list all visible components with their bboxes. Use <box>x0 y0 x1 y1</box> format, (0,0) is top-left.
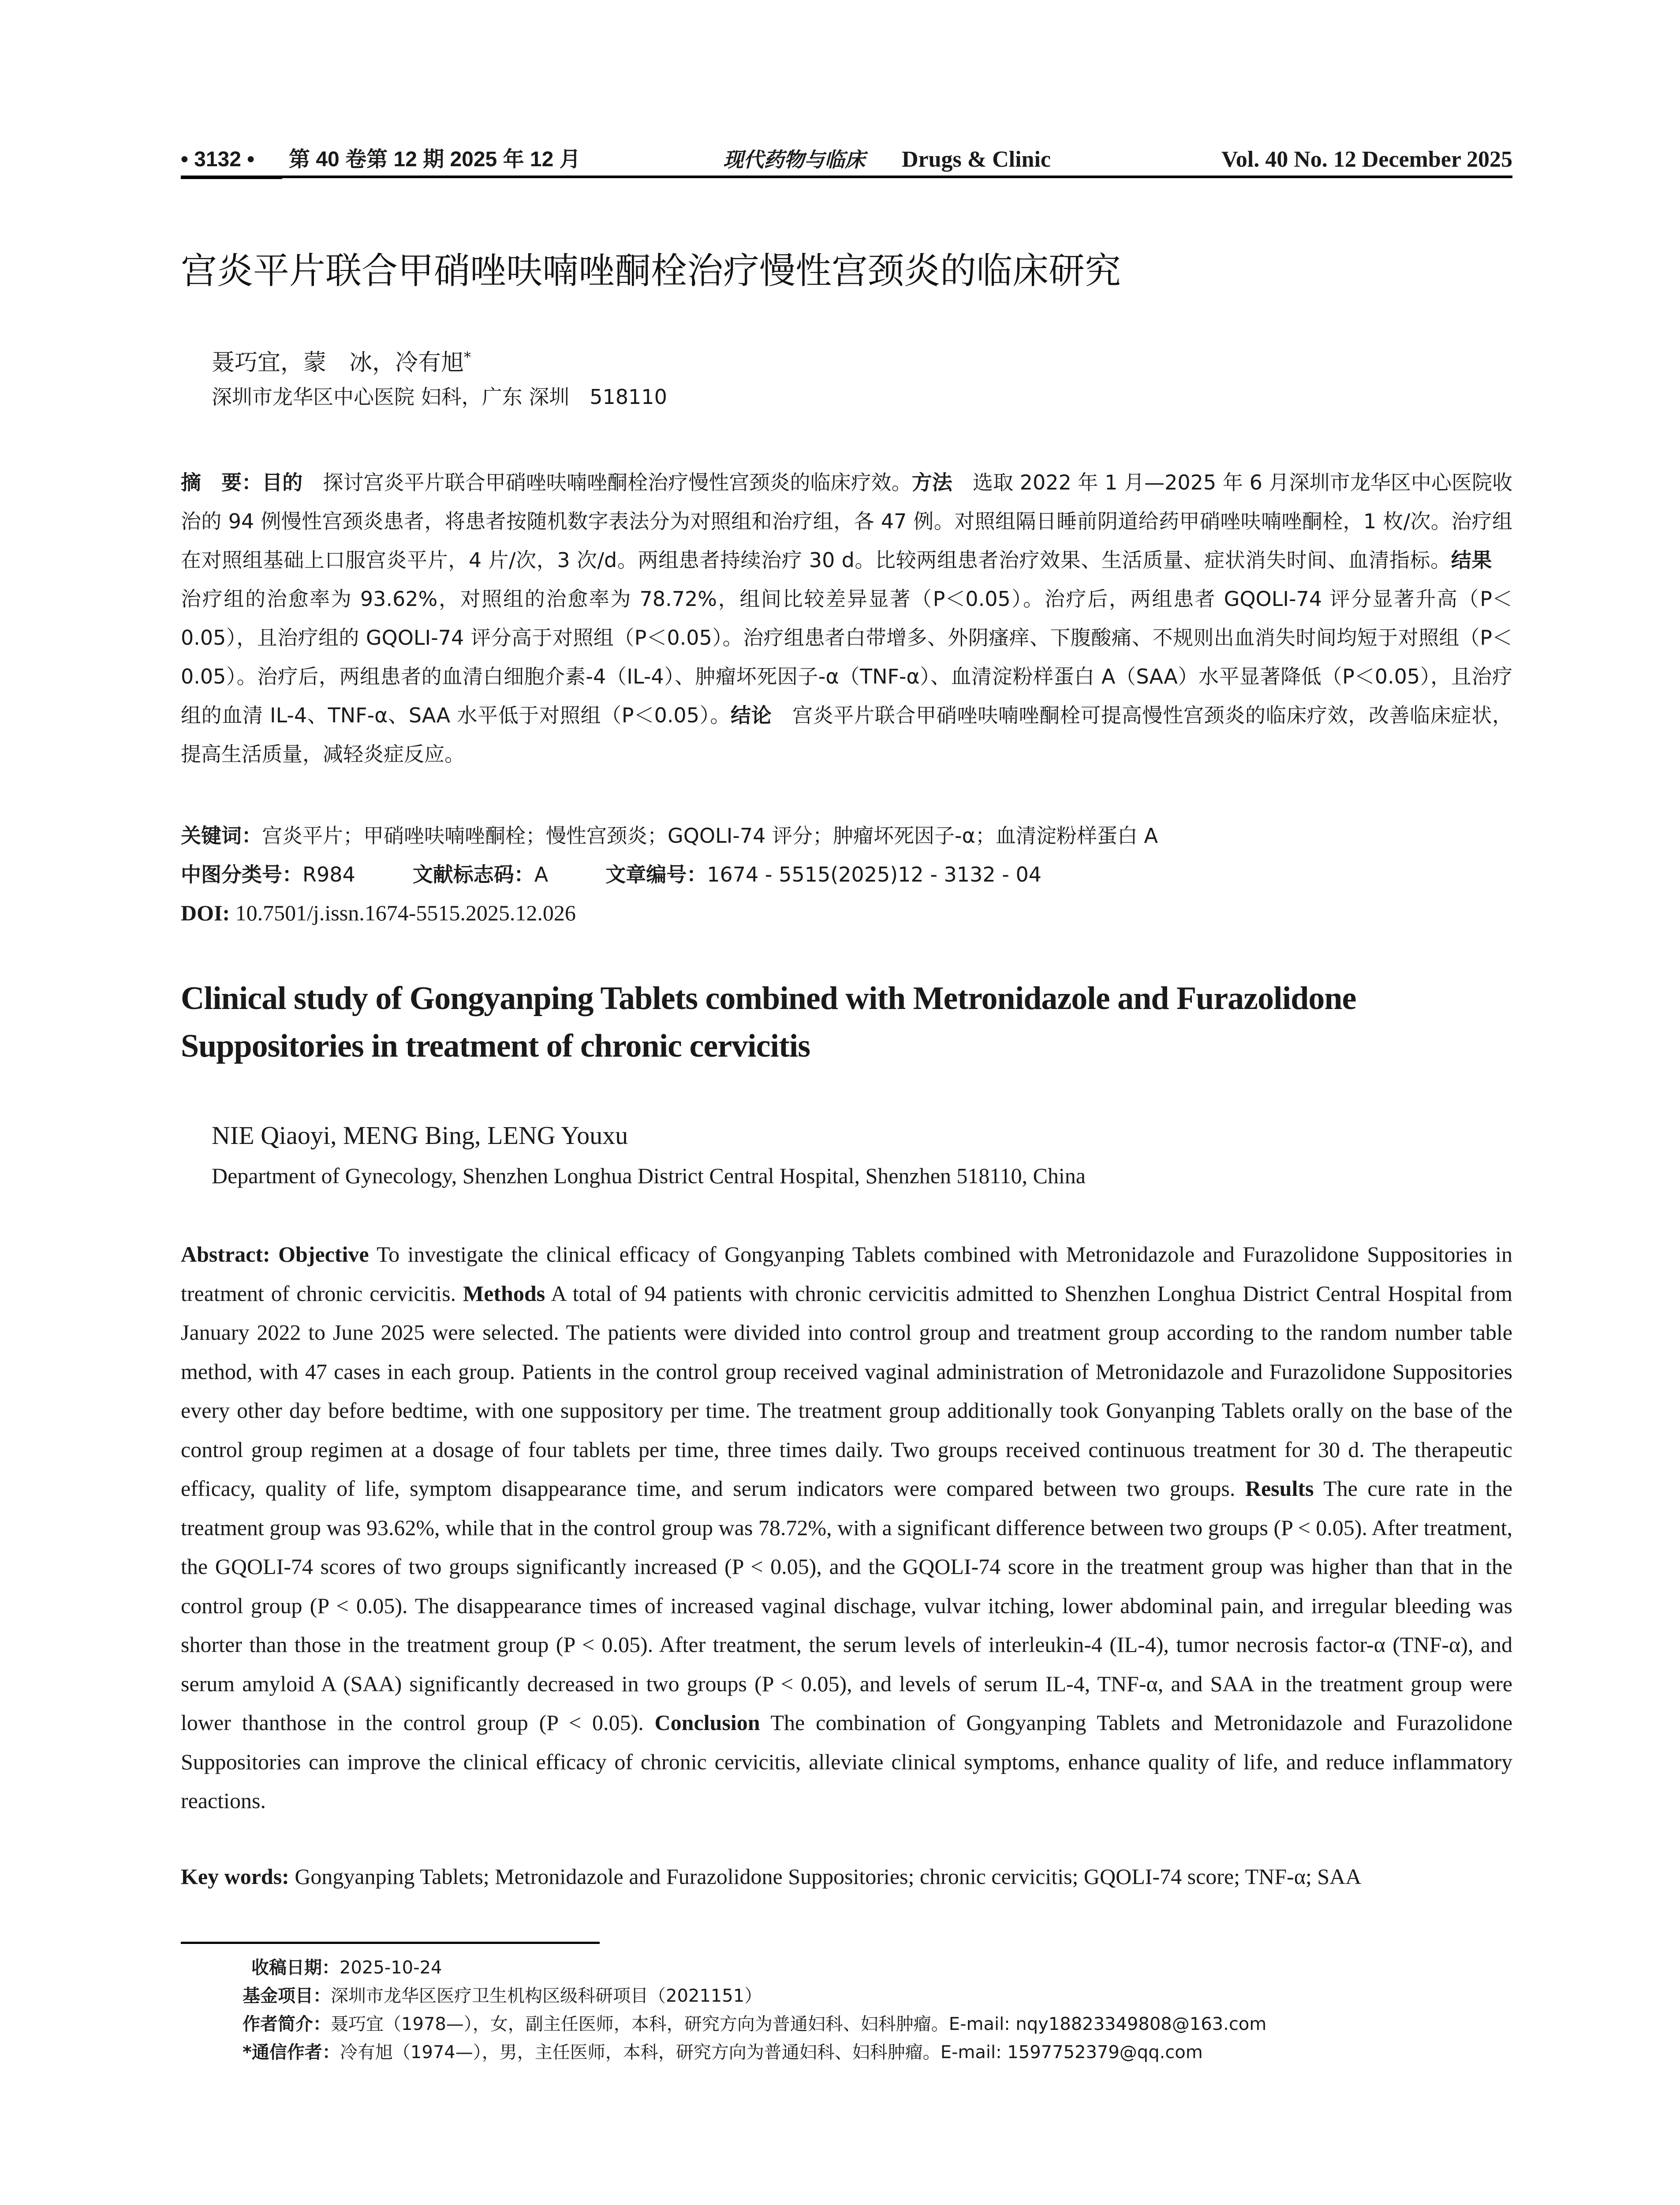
title-en: Clinical study of Gongyanping Tablets combined with Metronidazole and Furazolidone Suppositories in treatment of chronic cervicitis <box>181 980 1356 1064</box>
authors-cn-names: 聂巧宜，蒙 冰，冷有旭 <box>212 349 464 376</box>
doi-line <box>181 900 1512 926</box>
methods-text-cn: 选取 2022 年 1 月—2025 年 6 月深圳市龙华区中心医院收治的 94 例慢性宫颈炎患者，将患者按随机数字表法分为对照组和治疗组，各 47 例。对照组隔日睡前阴道给药甲硝唑呋喃唑酮栓，1 枚/次。治疗组在对照组基础上口服宫炎平片，4 片/次，3 次/d。两组患者持续治疗 30 d。比较两组患者治疗效果、生活质量、症状消失时间、血清指标。 <box>181 471 1513 572</box>
title-cn: 宫炎平片联合甲硝唑呋喃唑酮栓治疗慢性宫颈炎的临床研究 <box>181 250 1121 292</box>
footnote-label: 作者简介： <box>243 2014 331 2034</box>
affiliation-cn: 深圳市龙华区中心医院 妇科，广东 深圳 518110 <box>212 385 667 409</box>
volume-issue-en: Vol. 40 No. 12 December 2025 <box>1221 147 1512 172</box>
footnote-funding <box>243 1982 1266 2010</box>
results-label-cn: 结果 <box>1451 548 1492 572</box>
journal-name-en: Drugs & Clinic <box>902 147 1051 172</box>
header-rule <box>181 176 1512 178</box>
doc-code-value: A <box>534 863 549 886</box>
footnote-text: 2025-10-24 <box>340 1958 442 1978</box>
keywords-cn-text: 宫炎平片；甲硝唑呋喃唑酮栓；慢性宫颈炎；GQOLI-74 评分；肿瘤坏死因子-α；血清淀粉样蛋白 A <box>262 824 1158 848</box>
clc-label: 中图分类号： <box>181 863 302 886</box>
keywords-en-label: Key words: <box>181 1864 289 1889</box>
conclusion-text-en: The combination of Gongyanping Tablets and Metronidazole and Furazolidone Suppositories can improve the clinical efficacy of chronic cervicitis, alleviate clinical symptoms, enhance quality of life, and reduce inflammatory reactions. <box>181 1710 1513 1813</box>
abstract-cn-label: 摘 要： <box>181 471 262 494</box>
footnote-text: 聂巧宜（1978—），女，副主任医师，本科，研究方向为普通妇科、妇科肿瘤。E-mail: nqy18823349808@163.com <box>331 2014 1267 2034</box>
classification-line <box>181 861 1512 888</box>
objective-label-en: Objective <box>278 1242 369 1267</box>
abstract-cn <box>181 463 1512 774</box>
footnote-rule <box>181 1942 600 1944</box>
journal-name-cn: 现代药物与临床 <box>723 148 865 172</box>
methods-label-cn: 方法 <box>911 471 952 494</box>
abstract-en-label: Abstract: <box>181 1242 279 1267</box>
footnote-text: 深圳市龙华区医疗卫生机构区级科研项目（2021151） <box>331 1986 762 2006</box>
conclusion-label-en: Conclusion <box>654 1710 760 1735</box>
authors-en: NIE Qiaoyi, MENG Bing, LENG Youxu <box>212 1121 628 1150</box>
objective-text-cn: 探讨宫炎平片联合甲硝唑呋喃唑酮栓治疗慢性宫颈炎的临床疗效。 <box>302 471 912 494</box>
authors-cn <box>212 342 471 378</box>
keywords-cn-label: 关键词： <box>181 824 262 848</box>
methods-text-en: A total of 94 patients with chronic cervicitis admitted to Shenzhen Longhua District Central Hospital from January 2022 to June 2025 were selected. The patients were divided into control group and treatment group according to the random number table method, with 47 cases in each group. Patients in the control group received vaginal administration of Metronidazole and Furazolidone Suppositories every other day before bedtime, with one suppository per time. The treatment group additionally took Gonyanping Tablets orally on the base of the control group regimen at a dosage of four tablets per time, three times daily. Two groups received continuous treatment for 30 d. The therapeutic efficacy, quality of life, symptom disappearance time, and serum indicators were compared between two groups. <box>181 1281 1512 1501</box>
footnote-corresponding-author <box>243 2038 1266 2067</box>
results-text-cn: 治疗组的治愈率为 93.62%，对照组的治愈率为 78.72%，组间比较差异显著（P＜0.05）。治疗后，两组患者 GQOLI-74 评分显著升高（P＜0.05），且治疗组的 GQOLI-74 评分高于对照组（P＜0.05）。治疗组患者白带增多、外阴瘙痒、下腹酸痛、不规则出血消失时间均短于对照组（P＜0.05）。治疗后，两组患者的血清白细胞介素-4（IL-4）、肿瘤坏死因子-α（TNF-α）、血清淀粉样蛋白 A（SAA）水平显著降低（P＜0.05），且治疗组的血清 IL-4、TNF-α、SAA 水平低于对照组（P＜0.05）。 <box>181 548 1512 727</box>
footnote-label: *通信作者： <box>243 2042 340 2063</box>
running-header <box>181 142 1512 173</box>
footnote-label: 基金项目： <box>243 1986 331 2006</box>
results-label-en: Results <box>1245 1476 1314 1501</box>
footnotes <box>243 1954 1266 2067</box>
doc-code-label: 文献标志码： <box>412 863 534 886</box>
footnote-author-bio <box>243 2010 1266 2038</box>
doi-link[interactable]: 10.7501/j.issn.1674-5515.2025.12.026 <box>230 901 576 925</box>
corresponding-author-mark: * <box>464 349 471 366</box>
keywords-cn <box>181 822 1512 849</box>
clc-value: R984 <box>302 863 355 886</box>
methods-label-en: Methods <box>463 1281 545 1306</box>
keywords-en <box>181 1861 1512 1892</box>
results-text-en: The cure rate in the treatment group was 93.62%, while that in the control group was 78.72%, with a significant difference between two groups (P < 0.05). After treatment, the GQOLI-74 scores of two groups significantly increased (P < 0.05), and the GQOLI-74 score in the treatment group was higher than that in the control group (P < 0.05). The disappearance times of increased vaginal dischage, vulvar itching, lower abdominal pain, and irregular bleeding was shorter than those in the treatment group (P < 0.05). After treatment, the serum levels of interleukin-4 (IL-4), tumor necrosis factor-α (TNF-α), and serum amyloid A (SAA) significantly decreased in two groups (P < 0.05), and levels of serum IL-4, TNF-α, and SAA in the treatment group were lower thanthose in the control group (P < 0.05). <box>181 1476 1512 1735</box>
conclusion-text-cn: 宫炎平片联合甲硝唑呋喃唑酮栓可提高慢性宫颈炎的临床疗效，改善临床症状，提高生活质量，减轻炎症反应。 <box>181 703 1512 766</box>
page-number: • 3132 • <box>181 148 255 171</box>
footnote-text: 冷有旭（1974—），男，主任医师，本科，研究方向为普通妇科、妇科肿瘤。E-mail: 1597752379@qq.com <box>340 2042 1203 2063</box>
objective-label-cn: 目的 <box>262 471 303 494</box>
keywords-en-text: Gongyanping Tablets; Metronidazole and Furazolidone Suppositories; chronic cervicitis; GQOLI-74 score; TNF-α; SAA <box>289 1864 1362 1889</box>
abstract-en <box>181 1235 1512 1820</box>
article-id-value: 1674 - 5515(2025)12 - 3132 - 04 <box>707 863 1042 886</box>
doi-label: DOI: <box>181 901 230 925</box>
conclusion-label-cn: 结论 <box>731 703 772 727</box>
objective-text-en: To investigate the clinical efficacy of Gongyanping Tablets combined with Metronidazole and Furazolidone Suppositories in treatment of chronic cervicitis. <box>181 1242 1512 1306</box>
volume-issue-cn: 第 40 卷第 12 期 2025 年 12 月 <box>289 148 581 171</box>
article-id-label: 文章编号： <box>605 863 707 886</box>
footnote-label: 收稿日期： <box>251 1958 340 1978</box>
footnote-received-date <box>243 1954 1266 1982</box>
affiliation-en: Department of Gynecology, Shenzhen Longhua District Central Hospital, Shenzhen 518110, China <box>212 1163 1086 1188</box>
